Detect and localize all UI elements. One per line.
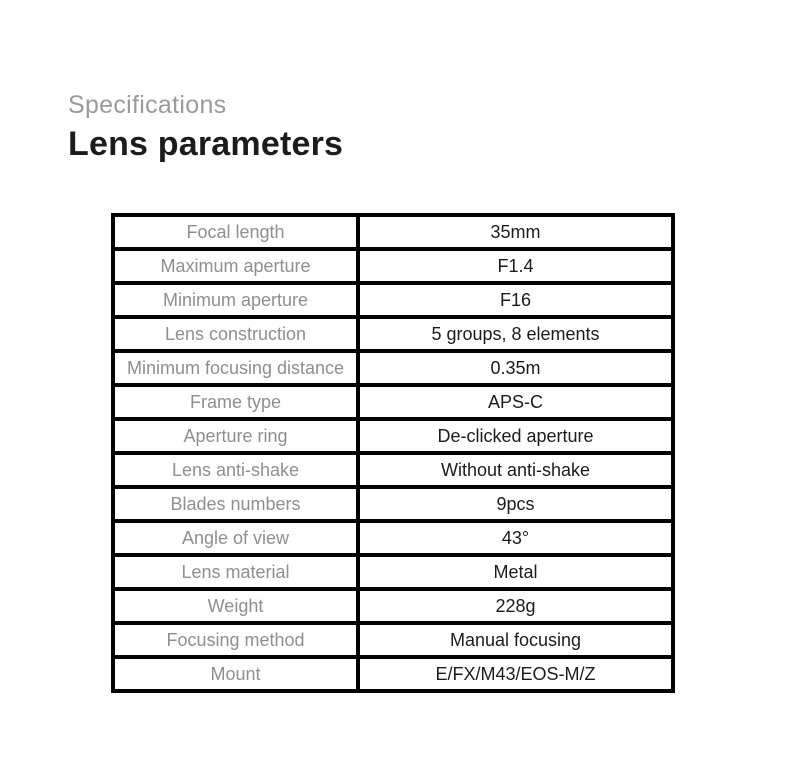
spec-value: 0.35m xyxy=(358,351,673,385)
table-row xyxy=(113,487,673,521)
spec-label: Focal length xyxy=(113,215,358,249)
spec-value: E/FX/M43/EOS-M/Z xyxy=(358,657,673,691)
spec-label: Angle of view xyxy=(113,521,358,555)
table-row xyxy=(113,453,673,487)
table-row xyxy=(113,419,673,453)
spec-label: Maximum aperture xyxy=(113,249,358,283)
table-row xyxy=(113,589,673,623)
spec-value: 43° xyxy=(358,521,673,555)
spec-value: 228g xyxy=(358,589,673,623)
table-row xyxy=(113,351,673,385)
spec-value: F1.4 xyxy=(358,249,673,283)
spec-label: Focusing method xyxy=(113,623,358,657)
spec-label: Aperture ring xyxy=(113,419,358,453)
table-row xyxy=(113,555,673,589)
spec-value: Manual focusing xyxy=(358,623,673,657)
spec-label: Weight xyxy=(113,589,358,623)
spec-table xyxy=(111,213,675,693)
table-row xyxy=(113,521,673,555)
spec-value: De-clicked aperture xyxy=(358,419,673,453)
table-row xyxy=(113,385,673,419)
table-row xyxy=(113,317,673,351)
spec-label: Lens construction xyxy=(113,317,358,351)
spec-value: Metal xyxy=(358,555,673,589)
spec-value: 9pcs xyxy=(358,487,673,521)
table-row xyxy=(113,623,673,657)
spec-value: 35mm xyxy=(358,215,673,249)
spec-value: Without anti-shake xyxy=(358,453,673,487)
table-row xyxy=(113,215,673,249)
spec-value: 5 groups, 8 elements xyxy=(358,317,673,351)
spec-label: Mount xyxy=(113,657,358,691)
spec-label: Lens anti-shake xyxy=(113,453,358,487)
spec-label: Frame type xyxy=(113,385,358,419)
spec-label: Blades numbers xyxy=(113,487,358,521)
table-row xyxy=(113,249,673,283)
spec-label: Lens material xyxy=(113,555,358,589)
spec-value: F16 xyxy=(358,283,673,317)
table-row xyxy=(113,657,673,691)
section-eyebrow: Specifications xyxy=(68,91,227,119)
spec-label: Minimum focusing distance xyxy=(113,351,358,385)
table-row xyxy=(113,283,673,317)
page-title: Lens parameters xyxy=(68,125,344,163)
spec-label: Minimum aperture xyxy=(113,283,358,317)
spec-value: APS-C xyxy=(358,385,673,419)
